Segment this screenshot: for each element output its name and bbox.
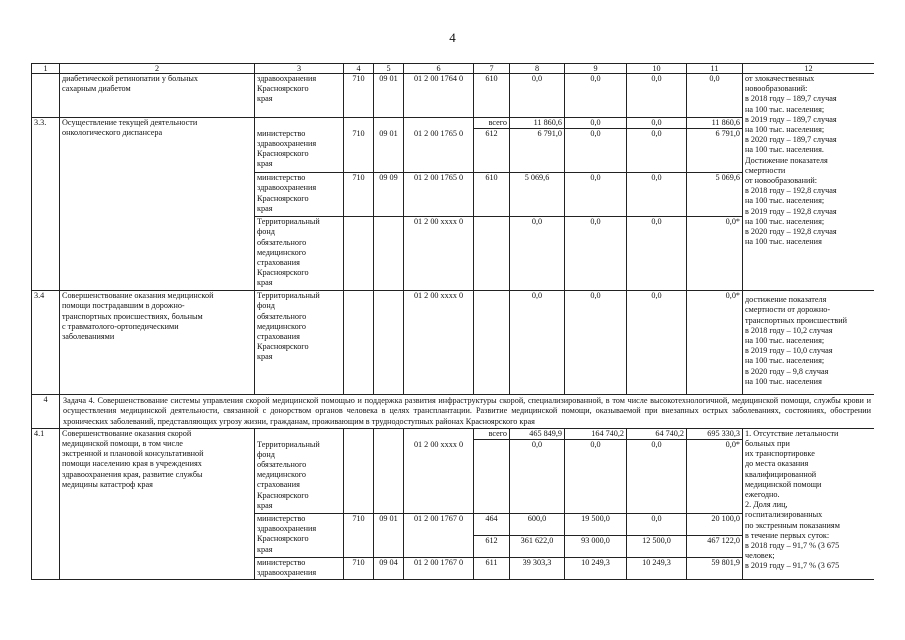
grbs-code	[344, 291, 374, 395]
value-2019: 164 740,2	[565, 428, 627, 439]
col-header: 10	[627, 64, 687, 74]
col-header: 11	[687, 64, 743, 74]
recipient: министерство здравоохранения	[255, 558, 344, 580]
recipient: Территориальный фонд обязательного медицинского страхования Красноярского края	[255, 291, 344, 395]
value-2020: 0,0	[627, 514, 687, 536]
activity-description: Совершенствование оказания скорой медицинской помощи, в том числе экстренной и плановой консультативной помощи населению края в учреждениях здравоохранения края, развитие службы медицины катастроф края	[60, 428, 255, 579]
col-header: 5	[374, 64, 404, 74]
vr-code: 610	[474, 173, 510, 217]
vr-code: 612	[474, 129, 510, 173]
recipient: Территориальный фонд обязательного медицинского страхования Красноярского края	[255, 217, 344, 291]
expected-result: 1. Отсутствие летальности больных при их транспортировке до места оказания квалифицированной медицинской помощи ежегодно. 2. Доля лиц, госпитализированных по экстренным показаниям в течение первых суток: в 2018 году – 91,7 % (3 675 человек; в 2019 году – 91,7 % (3 675	[743, 428, 875, 579]
csr-code: 01 2 00 1765 0	[404, 129, 474, 173]
value-total: 5 069,6	[687, 173, 743, 217]
value-2019: 19 500,0	[565, 514, 627, 536]
rzpr-code	[374, 118, 404, 129]
activity-description: диабетической ретинопатии у больных сахарным диабетом	[60, 74, 255, 118]
csr-code: 01 2 00 1765 0	[404, 173, 474, 217]
grbs-code: 710	[344, 129, 374, 173]
value-2019: 0,0	[565, 291, 627, 395]
col-header: 2	[60, 64, 255, 74]
header-row	[32, 64, 875, 74]
value-2019: 0,0	[565, 118, 627, 129]
csr-code	[404, 428, 474, 439]
table-row	[32, 428, 875, 439]
value-2018: 465 849,9	[510, 428, 565, 439]
rzpr-code: 09 01	[374, 74, 404, 118]
task-description: Задача 4. Совершенствование системы управления скорой медицинской помощью и поддержка развития инфраструктуры скорой, специализированной, в том числе высокотехнологичной, медицинской помощи, службы крови и осуществления медицинской деятельности, связанной с донорством органов человека в целях трансплантации. Развитие медицинской помощи, оказываемой при внезапных острых заболеваниях, состояниях, обострении хронических заболеваний, представляющих угрозу жизни, гражданам, проживающим в труднодоступных районах Красноярского края	[60, 395, 875, 429]
value-total: 695 330,3	[687, 428, 743, 439]
activity-description: Осуществление текущей деятельности онкологического диспансера	[60, 118, 255, 291]
value-2019: 0,0	[565, 440, 627, 514]
rzpr-code	[374, 217, 404, 291]
value-total: 0,0*	[687, 291, 743, 395]
value-total: 0,0*	[687, 217, 743, 291]
row-number	[32, 74, 60, 118]
row-number: 3.4	[32, 291, 60, 395]
row-number: 4	[32, 395, 60, 429]
vr-code: 611	[474, 558, 510, 580]
vr-code	[474, 291, 510, 395]
value-2020: 0,0	[627, 118, 687, 129]
value-2018: 0,0	[510, 291, 565, 395]
col-header: 4	[344, 64, 374, 74]
value-2018: 6 791,0	[510, 129, 565, 173]
value-2020: 64 740,2	[627, 428, 687, 439]
rzpr-code: 09 01	[374, 514, 404, 558]
recipient	[255, 428, 344, 439]
csr-code: 01 2 00 xxxx 0	[404, 217, 474, 291]
activity-description: Совершенствование оказания медицинской помощи пострадавшим в дорожно- транспортных происшествиях, больным с травматолого-ортопедическими заболеваниями	[60, 291, 255, 395]
col-header: 3	[255, 64, 344, 74]
csr-code: 01 2 00 xxxx 0	[404, 291, 474, 395]
expected-result: от злокачественных новообразований: в 2018 году – 189,7 случая на 100 тыс. населения; в 2019 году – 189,7 случая на 100 тыс. населения; в 2020 году – 189,7 случая на 100 тыс. населения. Достижение показателя смертности от новообразований: в 2018 году – 192,8 случая на 100 тыс. населения; в 2019 году – 192,8 случая на 100 тыс. населения; в 2020 году – 192,8 случая на 100 тыс. населения	[743, 74, 875, 291]
value-2018: 11 860,6	[510, 118, 565, 129]
page-number: 4	[449, 30, 456, 45]
grbs-code	[344, 440, 374, 514]
value-2019: 0,0	[565, 74, 627, 118]
col-header: 8	[510, 64, 565, 74]
vr-code: 610	[474, 74, 510, 118]
value-2019: 93 000,0	[565, 536, 627, 558]
value-2020: 0,0	[627, 173, 687, 217]
grbs-code: 710	[344, 173, 374, 217]
recipient: министерство здравоохранения Красноярского края	[255, 173, 344, 217]
recipient: министерство здравоохранения Красноярского края	[255, 129, 344, 173]
rzpr-code: 09 09	[374, 173, 404, 217]
value-2020: 0,0	[627, 291, 687, 395]
col-header: 6	[404, 64, 474, 74]
rzpr-code	[374, 291, 404, 395]
col-header: 7	[474, 64, 510, 74]
rzpr-code	[374, 440, 404, 514]
grbs-code	[344, 217, 374, 291]
csr-code	[404, 118, 474, 129]
csr-code: 01 2 00 1764 0	[404, 74, 474, 118]
vr-code	[474, 217, 510, 291]
rzpr-code: 09 01	[374, 129, 404, 173]
recipient: министерство здравоохранения Красноярского края	[255, 514, 344, 558]
vr-code	[474, 440, 510, 514]
value-2020: 0,0	[627, 440, 687, 514]
col-header: 9	[565, 64, 627, 74]
value-2020: 0,0	[627, 129, 687, 173]
value-2018: 600,0	[510, 514, 565, 536]
value-2020: 12 500,0	[627, 536, 687, 558]
value-total: 20 100,0	[687, 514, 743, 536]
value-total: 11 860,6	[687, 118, 743, 129]
recipient	[255, 118, 344, 129]
value-2020: 0,0	[627, 217, 687, 291]
value-2020: 10 249,3	[627, 558, 687, 580]
value-2018: 0,0	[510, 217, 565, 291]
value-total: 467 122,0	[687, 536, 743, 558]
value-2018: 0,0	[510, 74, 565, 118]
program-table	[31, 63, 874, 640]
value-total: 6 791,0	[687, 129, 743, 173]
grbs-code	[344, 118, 374, 129]
col-header: 12	[743, 64, 875, 74]
value-2019: 0,0	[565, 217, 627, 291]
vr-code: 612	[474, 536, 510, 558]
row-number: 4.1	[32, 428, 60, 579]
value-2019: 10 249,3	[565, 558, 627, 580]
vr-code: всего	[474, 428, 510, 439]
value-2018: 361 622,0	[510, 536, 565, 558]
recipient: здравоохранения Красноярского края	[255, 74, 344, 118]
rzpr-code: 09 04	[374, 558, 404, 580]
rzpr-code	[374, 428, 404, 439]
grbs-code: 710	[344, 74, 374, 118]
value-2020: 0,0	[627, 74, 687, 118]
value-total: 0,0	[687, 74, 743, 118]
grbs-code: 710	[344, 558, 374, 580]
row-number: 3.3.	[32, 118, 60, 291]
value-2019: 0,0	[565, 129, 627, 173]
value-2018: 5 069,6	[510, 173, 565, 217]
csr-code: 01 2 00 1767 0	[404, 514, 474, 558]
col-header: 1	[32, 64, 60, 74]
vr-code: 464	[474, 514, 510, 536]
recipient: Территориальный фонд обязательного медицинского страхования Красноярского края	[255, 440, 344, 514]
value-total: 0,0*	[687, 440, 743, 514]
csr-code: 01 2 00 xxxx 0	[404, 440, 474, 514]
vr-code: всего	[474, 118, 510, 129]
table-row	[32, 74, 875, 118]
csr-code: 01 2 00 1767 0	[404, 558, 474, 580]
table-row	[32, 291, 875, 395]
grbs-code: 710	[344, 514, 374, 558]
grbs-code	[344, 428, 374, 439]
expected-result: достижение показателя смертности от дорожно- транспортных происшествий в 2018 году – 10,2 случая на 100 тыс. населения; в 2019 году – 10,0 случая на 100 тыс. населения; в 2020 году – 9,8 случая на 100 тыс. населения	[743, 291, 875, 395]
value-2018: 39 303,3	[510, 558, 565, 580]
task-row	[32, 395, 875, 429]
value-2019: 0,0	[565, 173, 627, 217]
value-total: 59 801,9	[687, 558, 743, 580]
value-2018: 0,0	[510, 440, 565, 514]
